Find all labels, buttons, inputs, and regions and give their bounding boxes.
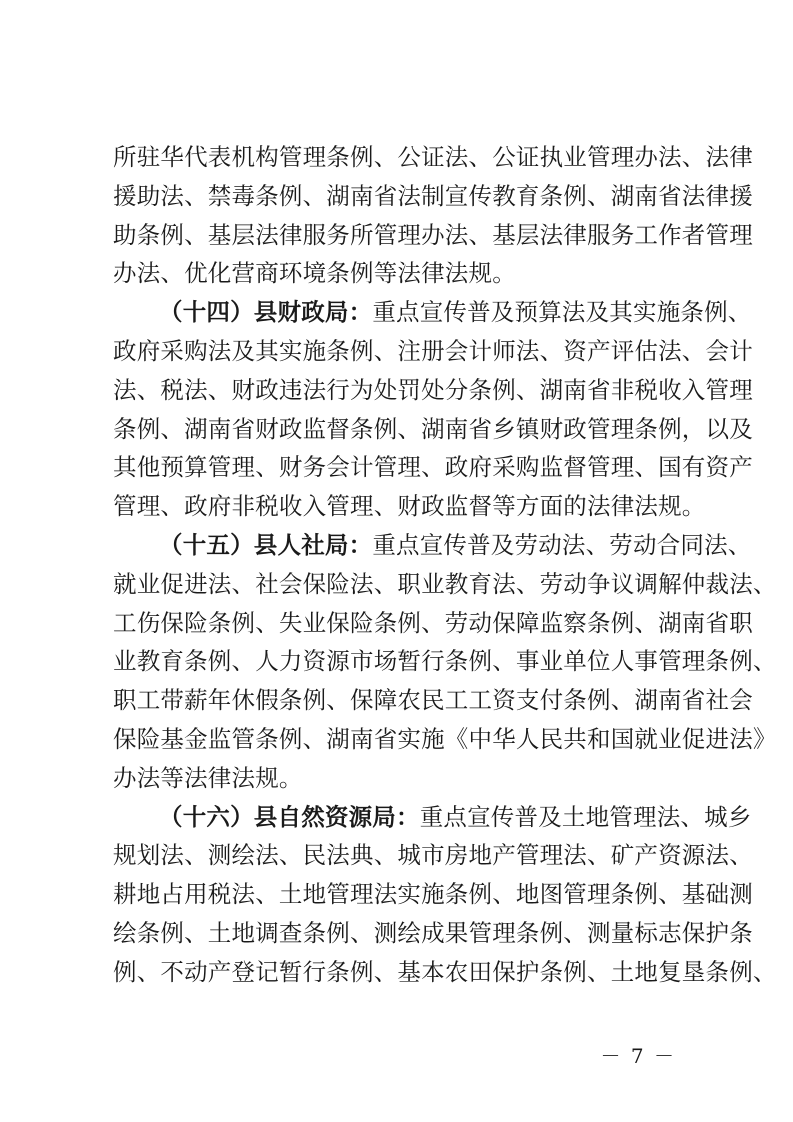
text-line: 所驻华代表机构管理条例、公证法、公证执业管理办法、法律 <box>113 143 753 171</box>
section-heading-human-resources-bureau: （十五）县人社局： <box>159 530 373 559</box>
text-line: 规划法、测绘法、民法典、城市房地产管理法、矿产资源法、 <box>113 841 753 870</box>
paragraph-first-line <box>113 798 752 837</box>
text-span: 重点宣传普及劳动法、劳动合同法、 <box>372 530 752 559</box>
section-heading-finance-bureau: （十四）县财政局： <box>159 298 373 327</box>
paragraph-first-line <box>113 526 752 565</box>
text-line: 管理、政府非税收入管理、财政监督等方面的法律法规。 <box>113 492 706 521</box>
text-line: 保险基金监管条例、湖南省实施《中华人民共和国就业促进法》 <box>113 724 777 753</box>
text-line: 助条例、基层法律服务所管理办法、基层法律服务工作者管理 <box>113 220 753 249</box>
text-line: 例、不动产登记暂行条例、基本农田保护条例、土地复垦条例、 <box>113 957 777 986</box>
text-line: 职工带薪年休假条例、保障农民工工资支付条例、湖南省社会 <box>113 686 753 715</box>
text-line: 就业促进法、社会保险法、职业教育法、劳动争议调解仲裁法、 <box>113 569 777 598</box>
text-line: 法、税法、财政违法行为处罚处分条例、湖南省非税收入管理 <box>113 375 753 404</box>
text-line: 办法、优化营商环境条例等法律法规。 <box>113 259 516 288</box>
text-line: 耕地占用税法、土地管理法实施条例、地图管理条例、基础测 <box>113 880 753 909</box>
text-line: 政府采购法及其实施条例、注册会计师法、资产评估法、会计 <box>113 336 753 365</box>
text-line: 工伤保险条例、失业保险条例、劳动保障监察条例、湖南省职 <box>113 608 753 637</box>
text-line: 援助法、禁毒条例、湖南省法制宣传教育条例、湖南省法律援 <box>113 181 753 210</box>
section-heading-natural-resources-bureau: （十六）县自然资源局： <box>159 802 420 831</box>
body-text <box>113 138 777 992</box>
page-number: － 7 － <box>600 1044 676 1068</box>
text-span: 重点宣传普及土地管理法、城乡 <box>419 802 752 831</box>
paragraph-first-line <box>113 293 752 332</box>
text-line: 办法等法律法规。 <box>113 763 303 792</box>
text-line: 其他预算管理、财务会计管理、政府采购监督管理、国有资产 <box>113 453 753 482</box>
text-line: 条例、湖南省财政监督条例、湖南省乡镇财政管理条例，以及 <box>113 414 753 443</box>
text-line: 业教育条例、人力资源市场暂行条例、事业单位人事管理条例、 <box>113 647 777 676</box>
text-span: 重点宣传普及预算法及其实施条例、 <box>372 298 752 327</box>
text-line: 绘条例、土地调查条例、测绘成果管理条例、测量标志保护条 <box>113 918 753 947</box>
